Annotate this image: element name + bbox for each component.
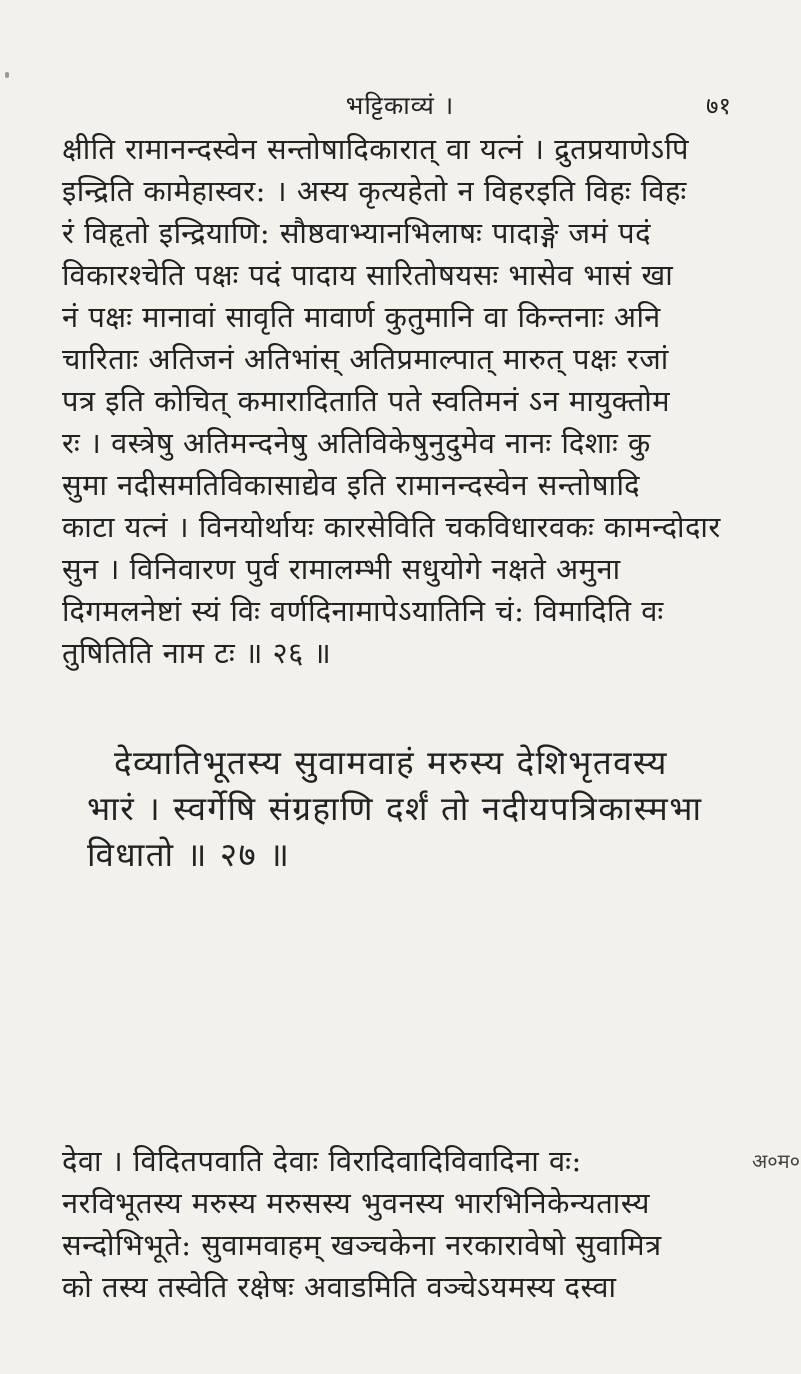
commentary-line: सुमा नदीसमतिविकासाद्येव इति रामानन्दस्वेन सन्तोषादि bbox=[62, 468, 640, 502]
commentary-line: नं पक्षः मानावां सावृति मावार्ण कुतुमानि वा किन्तनाः अनि bbox=[62, 300, 661, 334]
commentary-line: काटा यत्नं । विनयोर्थायः कारसेविति चकविधारवकः कामन्दोदार bbox=[62, 510, 721, 544]
commentary-line: क्षीति रामानन्दस्वेन सन्तोषादिकारात् वा यत्नं । द्रुतप्रयाणेऽपि bbox=[62, 132, 689, 166]
verse-line: भारं । स्वर्गेषि संग्रहाणि दर्शं तो नदीयपत्रिकास्मभा bbox=[87, 789, 703, 828]
commentary-line: नरविभूतस्य मरुस्य मरुसस्य भुवनस्य भारभिनिकेन्यतास्य bbox=[62, 1186, 650, 1220]
commentary-line: पत्र इति कोचित् कमारादिताति पते स्वतिमनं ऽन मायुक्तोम bbox=[62, 384, 671, 418]
commentary-line: दिगमलनेष्टां स्यं विः वर्णदिनामापेऽयातिनि चं: विमादिति वः bbox=[62, 594, 664, 628]
running-head bbox=[0, 86, 801, 126]
commentary-line: देवा । विदितपवाति देवाः विरादिवादिविवादिना वः: bbox=[62, 1144, 582, 1178]
verse-block bbox=[62, 740, 742, 878]
commentary-block-bottom bbox=[62, 1140, 742, 1308]
commentary-block-top bbox=[62, 128, 742, 674]
scan-speck bbox=[5, 72, 9, 78]
verse-line: देव्यातिभूतस्य सुवामवाहं मरुस्य देशिभृतवस्य bbox=[114, 743, 668, 782]
commentary-line: तुषितिति नाम टः ॥ २६ ॥ bbox=[62, 636, 332, 670]
commentary-line: रः । वस्त्रेषु अतिमन्दनेषु अतिविकेषुनुदुमेव नानः दिशाः कु bbox=[62, 426, 651, 460]
commentary-line: विकारश्चेति पक्षः पदं पादाय सारितोषयसः भासेव भासं खा bbox=[62, 258, 674, 292]
commentary-line: सन्दोभिभूते: सुवामवाहम् खञ्चकेना नरकारावेषो सुवामित्र bbox=[62, 1228, 662, 1262]
running-title: भट्टिकाव्यं । bbox=[345, 91, 455, 120]
commentary-line: चारिताः अतिजनं अतिभांस् अतिप्रमाल्पात् मारुत् पक्षः रजां bbox=[62, 342, 669, 376]
commentary-line: सुन । विनिवारण पुर्व रामालम्भी सधुयोगे नक्षते अमुना bbox=[62, 552, 621, 586]
commentary-line: रं विहृतो इन्द्रियाणि: सौष्ठवाभ्यानभिलाषः पादाङ्गे जमं पदं bbox=[62, 216, 651, 250]
commentary-line: को तस्य तस्वेति रक्षेषः अवाडमिति वञ्चेऽयमस्य दस्वा bbox=[62, 1270, 617, 1304]
commentary-line: इन्द्रिति कामेहास्वर: । अस्य कृत्यहेतो न विहरइति विहः विहः bbox=[62, 174, 687, 208]
page-number: ७१ bbox=[706, 92, 731, 120]
margin-note: अ०म० bbox=[752, 1149, 801, 1173]
verse-line: विधातो ॥ २७ ॥ bbox=[87, 835, 291, 874]
